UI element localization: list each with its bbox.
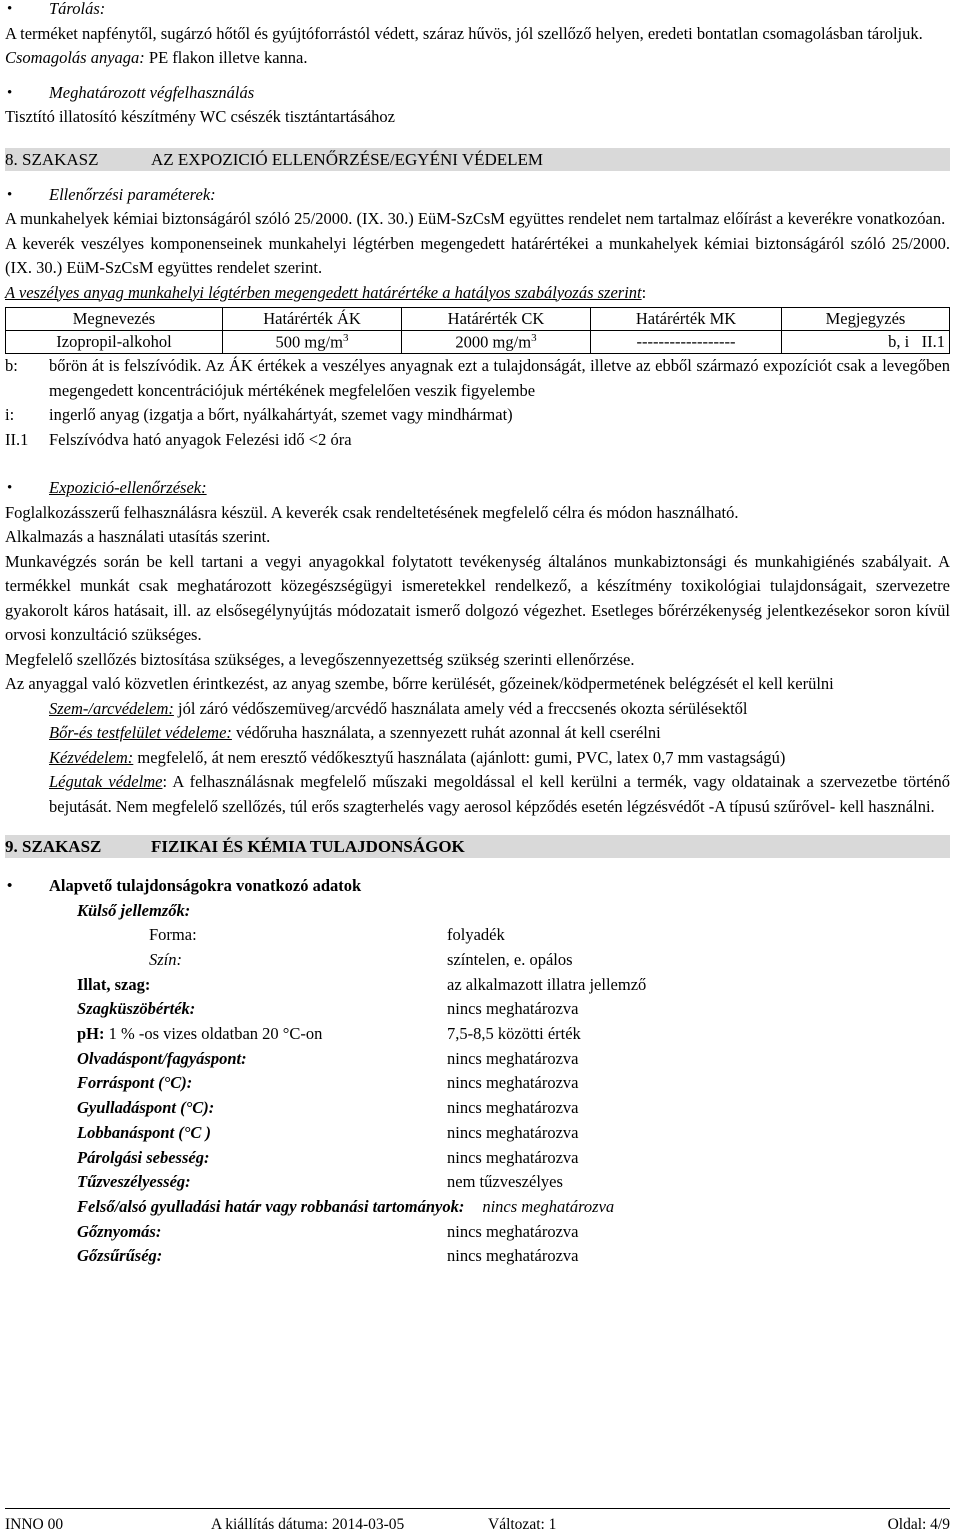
definition-b: b: bőrön át is felszívódik. Az ÁK értékek a veszélyes anyagnak ezt a tulajdonságát, illetve az ebből származó expozíciót csak a levegőben megengedett koncentrációjuk mértékének megfelelően veszik figyelembe [5, 356, 950, 400]
property-evaporation-rate: Párolgási sebesség: nincs meghatározva [77, 1147, 579, 1167]
properties-list [77, 899, 950, 1270]
property-vapor-pressure: Gőznyomás: nincs meghatározva [77, 1221, 579, 1241]
ppe-eye: Szem-/arcvédelem: jól záró védőszemüveg/arcvédő használata amely véd a freccsenés okozta sérülésektől [49, 698, 748, 718]
exposure-p1: Foglalkozásszerű felhasználásra készül. A keverék csak rendeltetésének megfelelő célra és módon használható. [5, 502, 739, 522]
exposure-p4: Megfelelő szellőzés biztosítása szükséges, a levegőszennyezettség szükség szerinti ellenőrzése. [5, 649, 635, 669]
storage-text: A terméket napfénytől, sugárzó hőtől és gyújtóforrástól védett, száraz hűvös, jól szellőző helyen, eredeti bontatlan csomagolásban tároljuk. [5, 23, 923, 43]
basic-properties-heading: • Alapvető tulajdonságokra vonatkozó adatok [5, 874, 950, 899]
ppe-body: Bőr-és testfelület védeleme: védőruha használata, a szennyezett ruhát azonnal át kell cserélni [49, 723, 661, 742]
table-cell: ------------------ [591, 331, 782, 354]
control-params-p2: A keverék veszélyes komponenseinek munkahelyi légtérben megengedett határértékei a munkahelyek kémiai biztonságáról szóló 25/2000. (IX. 30.) EüM-SzCsM együttes rendelet szerint. [5, 233, 950, 277]
table-cell: Izopropil-alkohol [6, 331, 223, 354]
table-header: Megnevezés [6, 308, 223, 331]
property-form: Forma: folyadék [149, 925, 505, 945]
exposure-heading: • Expozició-ellenőrzések: [5, 476, 950, 501]
page-footer [5, 1508, 950, 1537]
property-explosion-limits: Felső/alsó gyulladási határ vagy robbanási tartományok: nincs meghatározva [77, 1196, 615, 1216]
footer-version: Változat: 1 [488, 1516, 557, 1533]
property-ignition-point: Gyulladáspont (°C): nincs meghatározva [77, 1098, 579, 1118]
packaging-line: Csomagolás anyaga: PE flakon illetve kanna. [5, 48, 308, 67]
property-vapor-density: Gőzsűrűség: nincs meghatározva [77, 1246, 579, 1266]
table-header: Megjegyzés [782, 308, 950, 331]
document-page [5, 0, 950, 1269]
property-melting-point: Olvadáspont/fagyáspont: nincs meghatározva [77, 1048, 579, 1068]
table-cell: b, i II.1 [782, 331, 950, 354]
ppe-respiratory: Légutak védelme: A felhasználásnak megfelelő műszaki megoldással el kell kerülni a termék, vagy oldatainak a szervezetbe történő bejutását. Nem megfelelő szellőzés, túl erős szagterhelés vagy aerosol képződés esetén légzésvédőt -A típusú szűrővel- kell használni. [49, 772, 950, 816]
table-header-row [6, 308, 950, 331]
section-9-header: 9. SZAKASZ FIZIKAI ÉS KÉMIA TULAJDONSÁGOK [5, 835, 950, 858]
table-cell: 2000 $mg/m^3$ [402, 331, 591, 354]
storage-heading: • Tárolás: [5, 0, 950, 22]
property-odor: Illat, szag: az alkalmazott illatra jellemző [77, 974, 647, 994]
exposure-p2: Alkalmazás a használati utasítás szerint. [5, 527, 271, 546]
table-header: Határérték MK [591, 308, 782, 331]
control-params-p1: A munkahelyek kémiai biztonságáról szóló 25/2000. (IX. 30.) EüM-SzCsM együttes rendelet nem tartalmaz előírást a keverékre vonatkozóan. [5, 209, 946, 228]
limit-values-table [5, 307, 950, 354]
end-use-heading: • Meghatározott végfelhasználás [5, 81, 950, 106]
control-params-heading: • Ellenőrzési paraméterek: [5, 183, 950, 208]
table-header: Határérték ÁK [223, 308, 402, 331]
end-use-text: Tisztító illatosító készítmény WC csészék tisztántartásához [5, 107, 395, 126]
control-params-p3: A veszélyes anyag munkahelyi légtérben megengedett határértéke a hatályos szabályozás szerint: [5, 282, 647, 302]
property-color: Szín: színtelen, e. opálos [149, 949, 573, 969]
table-cell: 500 $mg/m^3$ [223, 331, 402, 354]
definition-ii1: II.1 Felszívódva ható anyagok Felezési idő <2 óra [5, 429, 352, 449]
ppe-list [5, 697, 950, 820]
ppe-hand: Kézvédelem: megfelelő, át nem eresztő védőkesztyű használata (ajánlott: gumi, PVC, latex 0,7 mm vastagságú) [49, 747, 786, 767]
exposure-p5: Az anyaggal való közvetlen érintkezést, az anyag szembe, bőrre kerülését, gőzeinek/ködpermetének belégzését el kell kerülni [5, 674, 834, 693]
property-flammability: Tűzveszélyesség: nem tűzveszélyes [77, 1172, 563, 1192]
table-row [6, 331, 950, 354]
external-heading: Külső jellemzők: [77, 900, 191, 920]
exposure-p3: Munkavégzés során be kell tartani a vegyi anyagokkal folytatott tevékenység általános munkabiztonsági és munkahigiénés szabályait. A termékkel munkát csak meghatározott közegészségügyi ismeretekkel rendelkező, a készítmény toxikológiai tulajdonságait, szervezetre gyakorolt káros hatásait, ill. az elsősegélynyújtás módozatait ismerő dolgozó végezhet. Esetleges bőrérzékenység jelentkezésekor soron kívül orvosi konzultáció szükséges. [5, 551, 950, 644]
property-flash-point: Lobbanáspont (°C ) nincs meghatározva [77, 1122, 579, 1142]
footer-page-number: Oldal: 4/9 [887, 1516, 950, 1533]
definition-i: i: ingerlő anyag (izgatja a bőrt, nyálkahártyát, szemet vagy mindhármat) [5, 405, 513, 424]
table-header: Határérték CK [402, 308, 591, 331]
property-ph: pH: 1 % -os vizes oldatban 20 °C-on 7,5-8,5 közötti érték [77, 1024, 581, 1044]
section-8-header: 8. SZAKASZ AZ EXPOZICIÓ ELLENŐRZÉSE/EGYÉNI VÉDELEM [5, 148, 950, 171]
property-boiling-point: Forráspont (°C): nincs meghatározva [77, 1073, 579, 1093]
property-odor-threshold: Szagküszöbérték: nincs meghatározva [77, 999, 579, 1019]
footer-issue-date: A kiállítás dátuma: 2014-03-05 [211, 1516, 405, 1533]
footer-code: INNO 00 [5, 1516, 64, 1533]
